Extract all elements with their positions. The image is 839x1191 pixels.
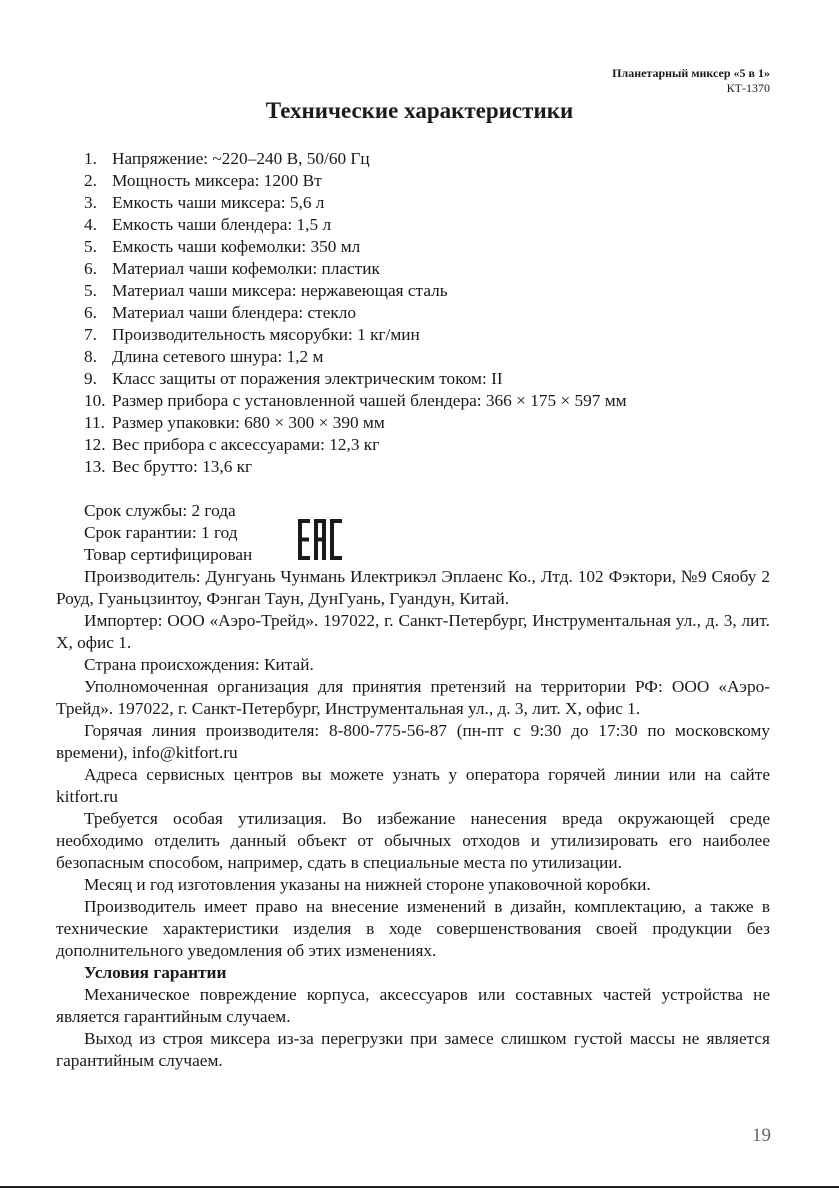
warranty-paragraph: Выход из строя миксера из-за перегрузки при замесе слишком густой массы не является гарантийным случаем. [56, 1029, 770, 1070]
importer-paragraph: Импортер: ООО «Аэро-Трейд». 197022, г. Санкт-Петербург, Инструментальная ул., д. 3, лит. Х, офис 1. [56, 611, 770, 652]
spec-number: 12. [84, 435, 106, 454]
spec-item [84, 236, 627, 258]
spec-number: 8. [84, 347, 97, 366]
bottom-divider [0, 1186, 839, 1188]
spec-text: Мощность миксера: 1200 Вт [112, 171, 322, 190]
service-lifetime: Срок службы: 2 года [84, 501, 236, 520]
spec-number: 1. [84, 149, 97, 168]
spec-text: Длина сетевого шнура: 1,2 м [112, 347, 324, 366]
warranty-heading: Условия гарантии [84, 963, 227, 982]
spec-item [84, 324, 627, 346]
changes-paragraph: Производитель имеет право на внесение изменений в дизайн, комплектацию, а также в технические характеристики изделия в ходе совершенствования своей продукции без дополнительного уведомления об этих изменениях. [56, 897, 770, 960]
spec-number: 11. [84, 413, 105, 432]
page-number: 19 [752, 1125, 771, 1146]
spec-number: 7. [84, 325, 97, 344]
spec-item [84, 280, 627, 302]
spec-number: 9. [84, 369, 97, 388]
spec-item [84, 170, 627, 192]
spec-text: Производительность мясорубки: 1 кг/мин [112, 325, 420, 344]
spec-text: Размер упаковки: 680 × 300 × 390 мм [112, 413, 385, 432]
spec-text: Материал чаши миксера: нержавеющая сталь [112, 281, 448, 300]
manufacture-date-paragraph: Месяц и год изготовления указаны на нижней стороне упаковочной коробки. [84, 875, 651, 894]
certified-note: Товар сертифицирован [84, 545, 253, 564]
spec-number: 2. [84, 171, 97, 190]
service-centers-paragraph: Адреса сервисных центров вы можете узнать у оператора горячей линии или на сайте kitfort.ru [56, 765, 770, 806]
hotline-paragraph: Горячая линия производителя: 8-800-775-56-87 (пн-пт с 9:30 до 17:30 по московскому времени), info@kitfort.ru [56, 721, 770, 762]
spec-item [84, 456, 627, 478]
spec-text: Вес брутто: 13,6 кг [112, 457, 253, 476]
service-info [84, 500, 252, 566]
manufacturer-paragraph: Производитель: Дунгуань Чунмань Илектрикэл Эплаенс Ко., Лтд. 102 Фэктори, №9 Сяобу 2 Роуд, Гуаньцзинтоу, Фэнган Таун, ДунГуань, Гуандун, Китай. [56, 567, 770, 608]
warranty-paragraph: Механическое повреждение корпуса, аксессуаров или составных частей устройства не является гарантийным случаем. [56, 985, 770, 1026]
header-model-code: КТ-1370 [726, 81, 770, 95]
spec-item [84, 214, 627, 236]
spec-number: 13. [84, 457, 106, 476]
page-header [612, 66, 770, 96]
spec-text: Материал чаши кофемолки: пластик [112, 259, 380, 278]
eac-certification-icon [298, 519, 342, 560]
spec-item [84, 412, 627, 434]
page-title: Технические характеристики [265, 98, 574, 123]
spec-text: Емкость чаши блендера: 1,5 л [112, 215, 332, 234]
header-model-name: Планетарный миксер «5 в 1» [612, 66, 770, 80]
spec-number: 6. [84, 259, 97, 278]
spec-text: Напряжение: ~220–240 В, 50/60 Гц [112, 149, 370, 168]
spec-number: 5. [84, 281, 97, 300]
spec-number: 5. [84, 237, 97, 256]
spec-item [84, 258, 627, 280]
spec-text: Вес прибора с аксессуарами: 12,3 кг [112, 435, 380, 454]
spec-text: Класс защиты от поражения электрическим током: II [112, 369, 503, 388]
spec-number: 4. [84, 215, 97, 234]
spec-number: 10. [84, 391, 106, 410]
spec-item [84, 346, 627, 368]
spec-list [84, 148, 627, 478]
spec-text: Емкость чаши кофемолки: 350 мл [112, 237, 361, 256]
spec-text: Размер прибора с установленной чашей блендера: 366 × 175 × 597 мм [112, 391, 627, 410]
origin-paragraph: Страна происхождения: Китай. [84, 655, 314, 674]
spec-text: Материал чаши блендера: стекло [112, 303, 357, 322]
spec-item [84, 302, 627, 324]
spec-item [84, 148, 627, 170]
spec-text: Емкость чаши миксера: 5,6 л [112, 193, 325, 212]
spec-item [84, 390, 627, 412]
spec-item [84, 192, 627, 214]
warranty-period: Срок гарантии: 1 год [84, 523, 238, 542]
spec-item [84, 434, 627, 456]
claims-org-paragraph: Уполномоченная организация для принятия претензий на территории РФ: ООО «Аэро-Трейд». 197022, г. Санкт-Петербург, Инструментальная ул., д. 3, лит. Х, офис 1. [56, 677, 770, 718]
spec-number: 6. [84, 303, 97, 322]
document-body [56, 566, 770, 1072]
spec-number: 3. [84, 193, 97, 212]
disposal-paragraph: Требуется особая утилизация. Во избежание нанесения вреда окружающей среде необходимо отделить данный объект от обычных отходов и утилизировать его наиболее безопасным способом, например, сдать в специальные места по утилизации. [56, 809, 770, 872]
spec-item [84, 368, 627, 390]
